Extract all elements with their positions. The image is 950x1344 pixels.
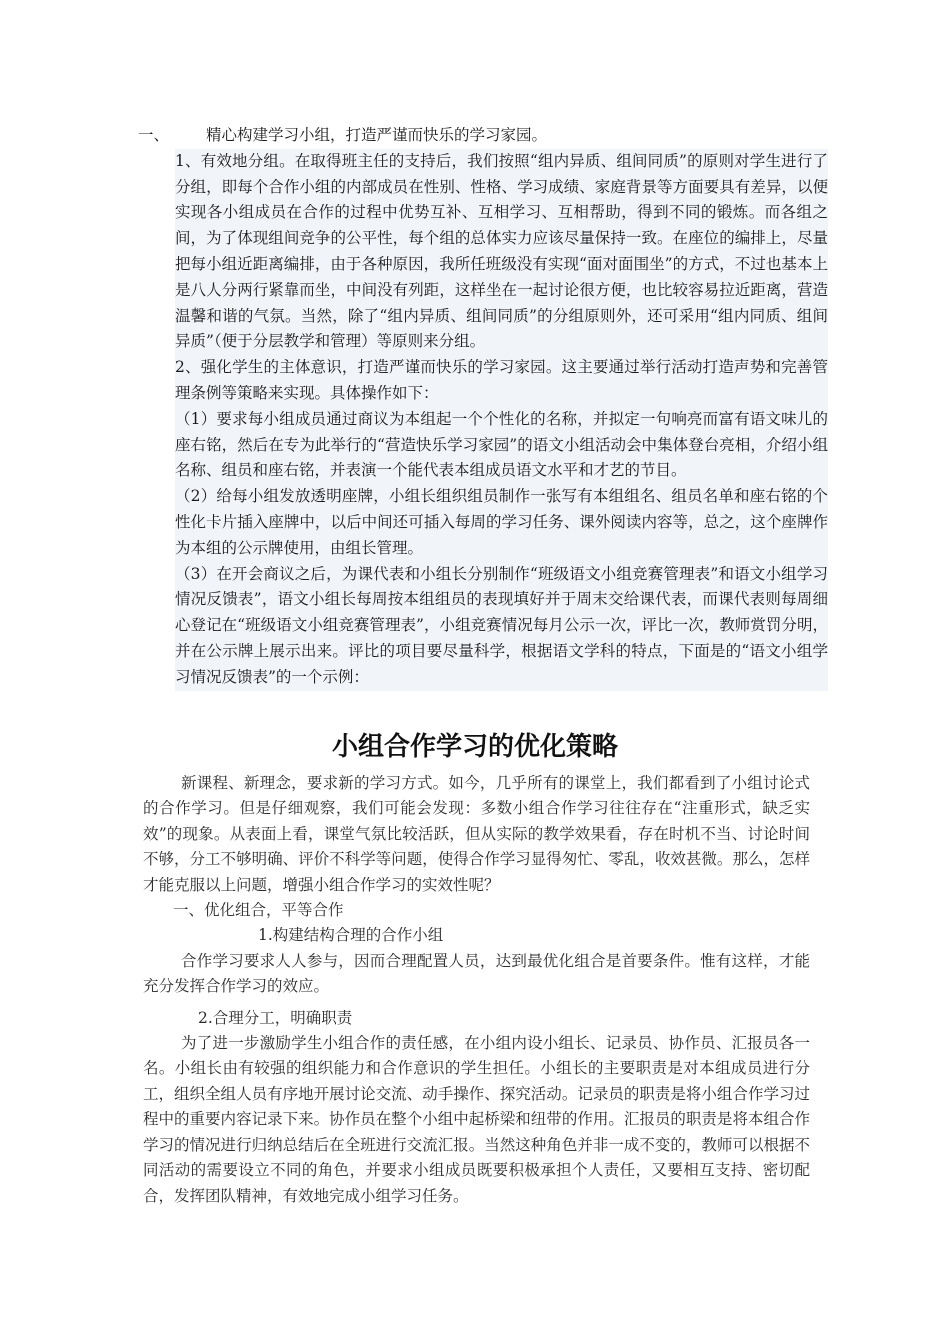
article-paragraph-2: 为了进一步激励学生小组合作的责任感，在小组内设小组长、记录员、协作员、汇报员各一名。小组长由有较强的组织能力和合作意识的学生担任。小组长的主要职责是对本组成员进行分工，组织全组人员有序地开展讨论交流、动手操作、探究活动。记录员的职责是将小组合作学习过程中的重要内容记录下来。协作员在整个小组中起桥梁和纽带的作用。汇报员的职责是将本组合作学习的情况进行归纳总结后在全班进行交流汇报。当然这种角色并非一成不变的，教师可以根据不同活动的需要设立不同的角色，并要求小组成员既要积极承担个人责任，又要相互支持、密切配合，发挥团队精神，有效地完成小组学习任务。 [143,1034,810,1205]
article-heading-1: 一、优化组合，平等合作 [173,901,344,920]
article-body [143,771,810,1209]
section-one-title: 精心构建学习小组，打造严谨而快乐的学习家园。 [206,126,548,144]
paragraph-step-2: （2）给每小组发放透明座牌，小组长组织组员制作一张写有本组组名、组员名单和座右铭的个性化卡片插入座牌中，以后中间还可插入每周的学习任务、课外阅读内容等，总之，这个座牌作为本组的公示牌使用，由组长管理。 [175,484,828,561]
article-intro: 新课程、新理念，要求新的学习方式。如今，几乎所有的课堂上，我们都看到了小组讨论式的合作学习。但是仔细观察，我们可能会发现：多数小组合作学习往往存在“注重形式，缺乏实效”的现象。从表面上看，课堂气氛比较活跃，但从实际的教学效果看，存在时机不当、讨论时间不够，分工不够明确、评价不科学等问题，使得合作学习显得匆忙、零乱，收效甚微。那么，怎样才能克服以上问题，增强小组合作学习的实效性呢？ [143,774,810,894]
article-paragraph-1: 合作学习要求人人参与，因而合理配置人员，达到最优化组合是首要条件。惟有这样，才能充分发挥合作学习的效应。 [143,951,810,996]
article-subheading-1: 1.构建结构合理的合作小组 [258,926,444,945]
paragraph-subject-awareness: 2、强化学生的主体意识，打造严谨而快乐的学习家园。这主要通过举行活动打造声势和完善管理条例等策略来实现。具体操作如下： [175,355,828,407]
paragraph-step-3: （3）在开会商议之后，为课代表和小组长分别制作“班级语文小组竞赛管理表”和语文小组学习情况反馈表”，语文小组长每周按本组组员的表现填好并于周末交给课代表，而课代表则每周细心登记在“班级语文小组竞赛管理表”，小组竞赛情况每月公示一次，评比一次，教师赏罚分明，并在公示牌上展示出来。评比的项目要尽量科学，根据语文学科的特点，下面是的“语文小组学习情况反馈表”的一个示例： [175,562,828,691]
article-title: 小组合作学习的优化策略 [331,732,618,762]
paragraph-grouping: 1、有效地分组。在取得班主任的支持后，我们按照“组内异质、组间同质”的原则对学生进行了分组，即每个合作小组的内部成员在性别、性格、学习成绩、家庭背景等方面要具有差异，以便实现各小组成员在合作的过程中优势互补、互相学习、互相帮助，得到不同的锻炼。而各组之间，为了体现组间竞争的公平性，每个组的总体实力应该尽量保持一致。在座位的编排上，尽量把每小组近距离编排，由于各种原因，我所任班级没有实现“面对面围坐”的方式，不过也基本上是八人分两行紧靠而坐，中间没有列距，这样坐在一起讨论很方便，也比较容易拉近距离，营造温馨和谐的气氛。当然，除了“组内异质、组间同质”的分组原则外，还可采用“组内同质、组间异质”（便于分层教学和管理）等原则来分组。 [175,149,828,355]
section-one-number: 一、 [138,126,170,144]
article-subheading-2: 2.合理分工，明确职责 [198,1008,353,1027]
section-one-body [138,149,828,691]
section-one-heading [138,123,828,149]
section-one [138,123,828,691]
paragraph-step-1: （1）要求每小组成员通过商议为本组起一个个性化的名称，并拟定一句响亮而富有语文味儿的座右铭，然后在专为此举行的“营造快乐学习家园”的语文小组活动会中集体登台亮相，介绍小组名称、组员和座右铭，并表演一个能代表本组成员语文水平和才艺的节目。 [175,407,828,484]
